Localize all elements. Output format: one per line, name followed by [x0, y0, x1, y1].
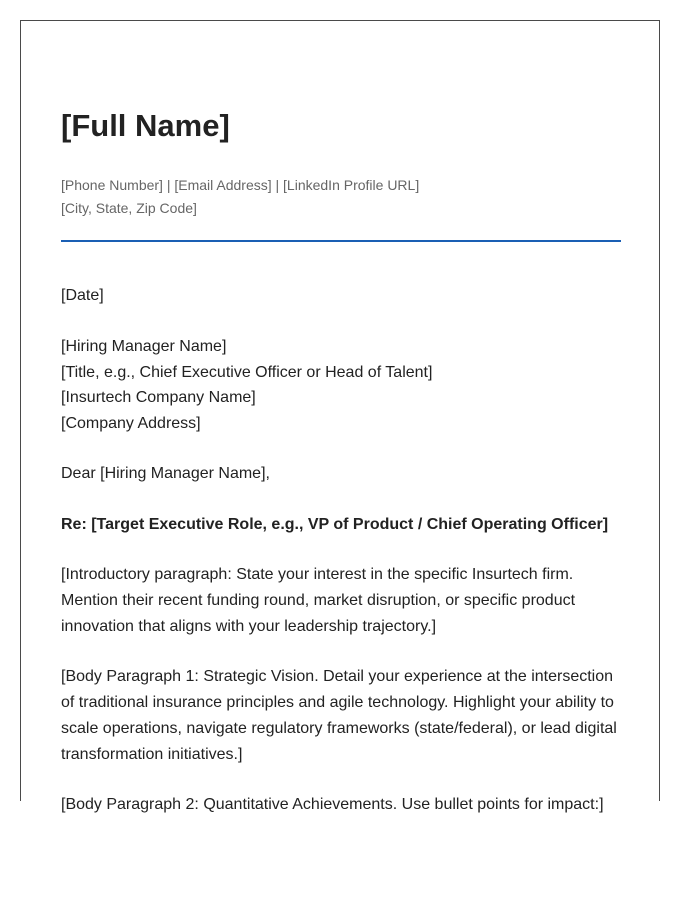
- contact-info-line: [Phone Number] | [Email Address] | [LinkedIn Profile URL]: [61, 177, 420, 193]
- subject-line: Re: [Target Executive Role, e.g., VP of Product / Chief Operating Officer]: [61, 516, 609, 533]
- header-divider: [61, 240, 621, 242]
- letter-date: [Date]: [61, 287, 104, 304]
- location-line: [City, State, Zip Code]: [61, 200, 197, 216]
- body-paragraph-1: [Body Paragraph 1: Strategic Vision. Detail your experience at the intersection of traditional insurance principles and agile technology. Highlight your ability to scale operations, navigate regulatory frameworks (state/federal), or lead digital transformation initiatives.]: [61, 668, 617, 763]
- full-name-heading: [Full Name]: [61, 108, 230, 143]
- cover-letter-page: [20, 20, 660, 813]
- body-paragraph-2: [Body Paragraph 2: Quantitative Achievements. Use bullet points for impact:]: [61, 796, 604, 813]
- recipient-title: [Title, e.g., Chief Executive Officer or Head of Talent]: [61, 364, 433, 381]
- salutation: Dear [Hiring Manager Name],: [61, 465, 270, 482]
- recipient-name: [Hiring Manager Name]: [61, 338, 227, 355]
- recipient-address: [Company Address]: [61, 415, 201, 432]
- recipient-company: [Insurtech Company Name]: [61, 389, 256, 406]
- intro-paragraph: [Introductory paragraph: State your interest in the specific Insurtech firm. Mention their recent funding round, market disruption, or specific product innovation that aligns with your leadership trajectory.]: [61, 566, 576, 635]
